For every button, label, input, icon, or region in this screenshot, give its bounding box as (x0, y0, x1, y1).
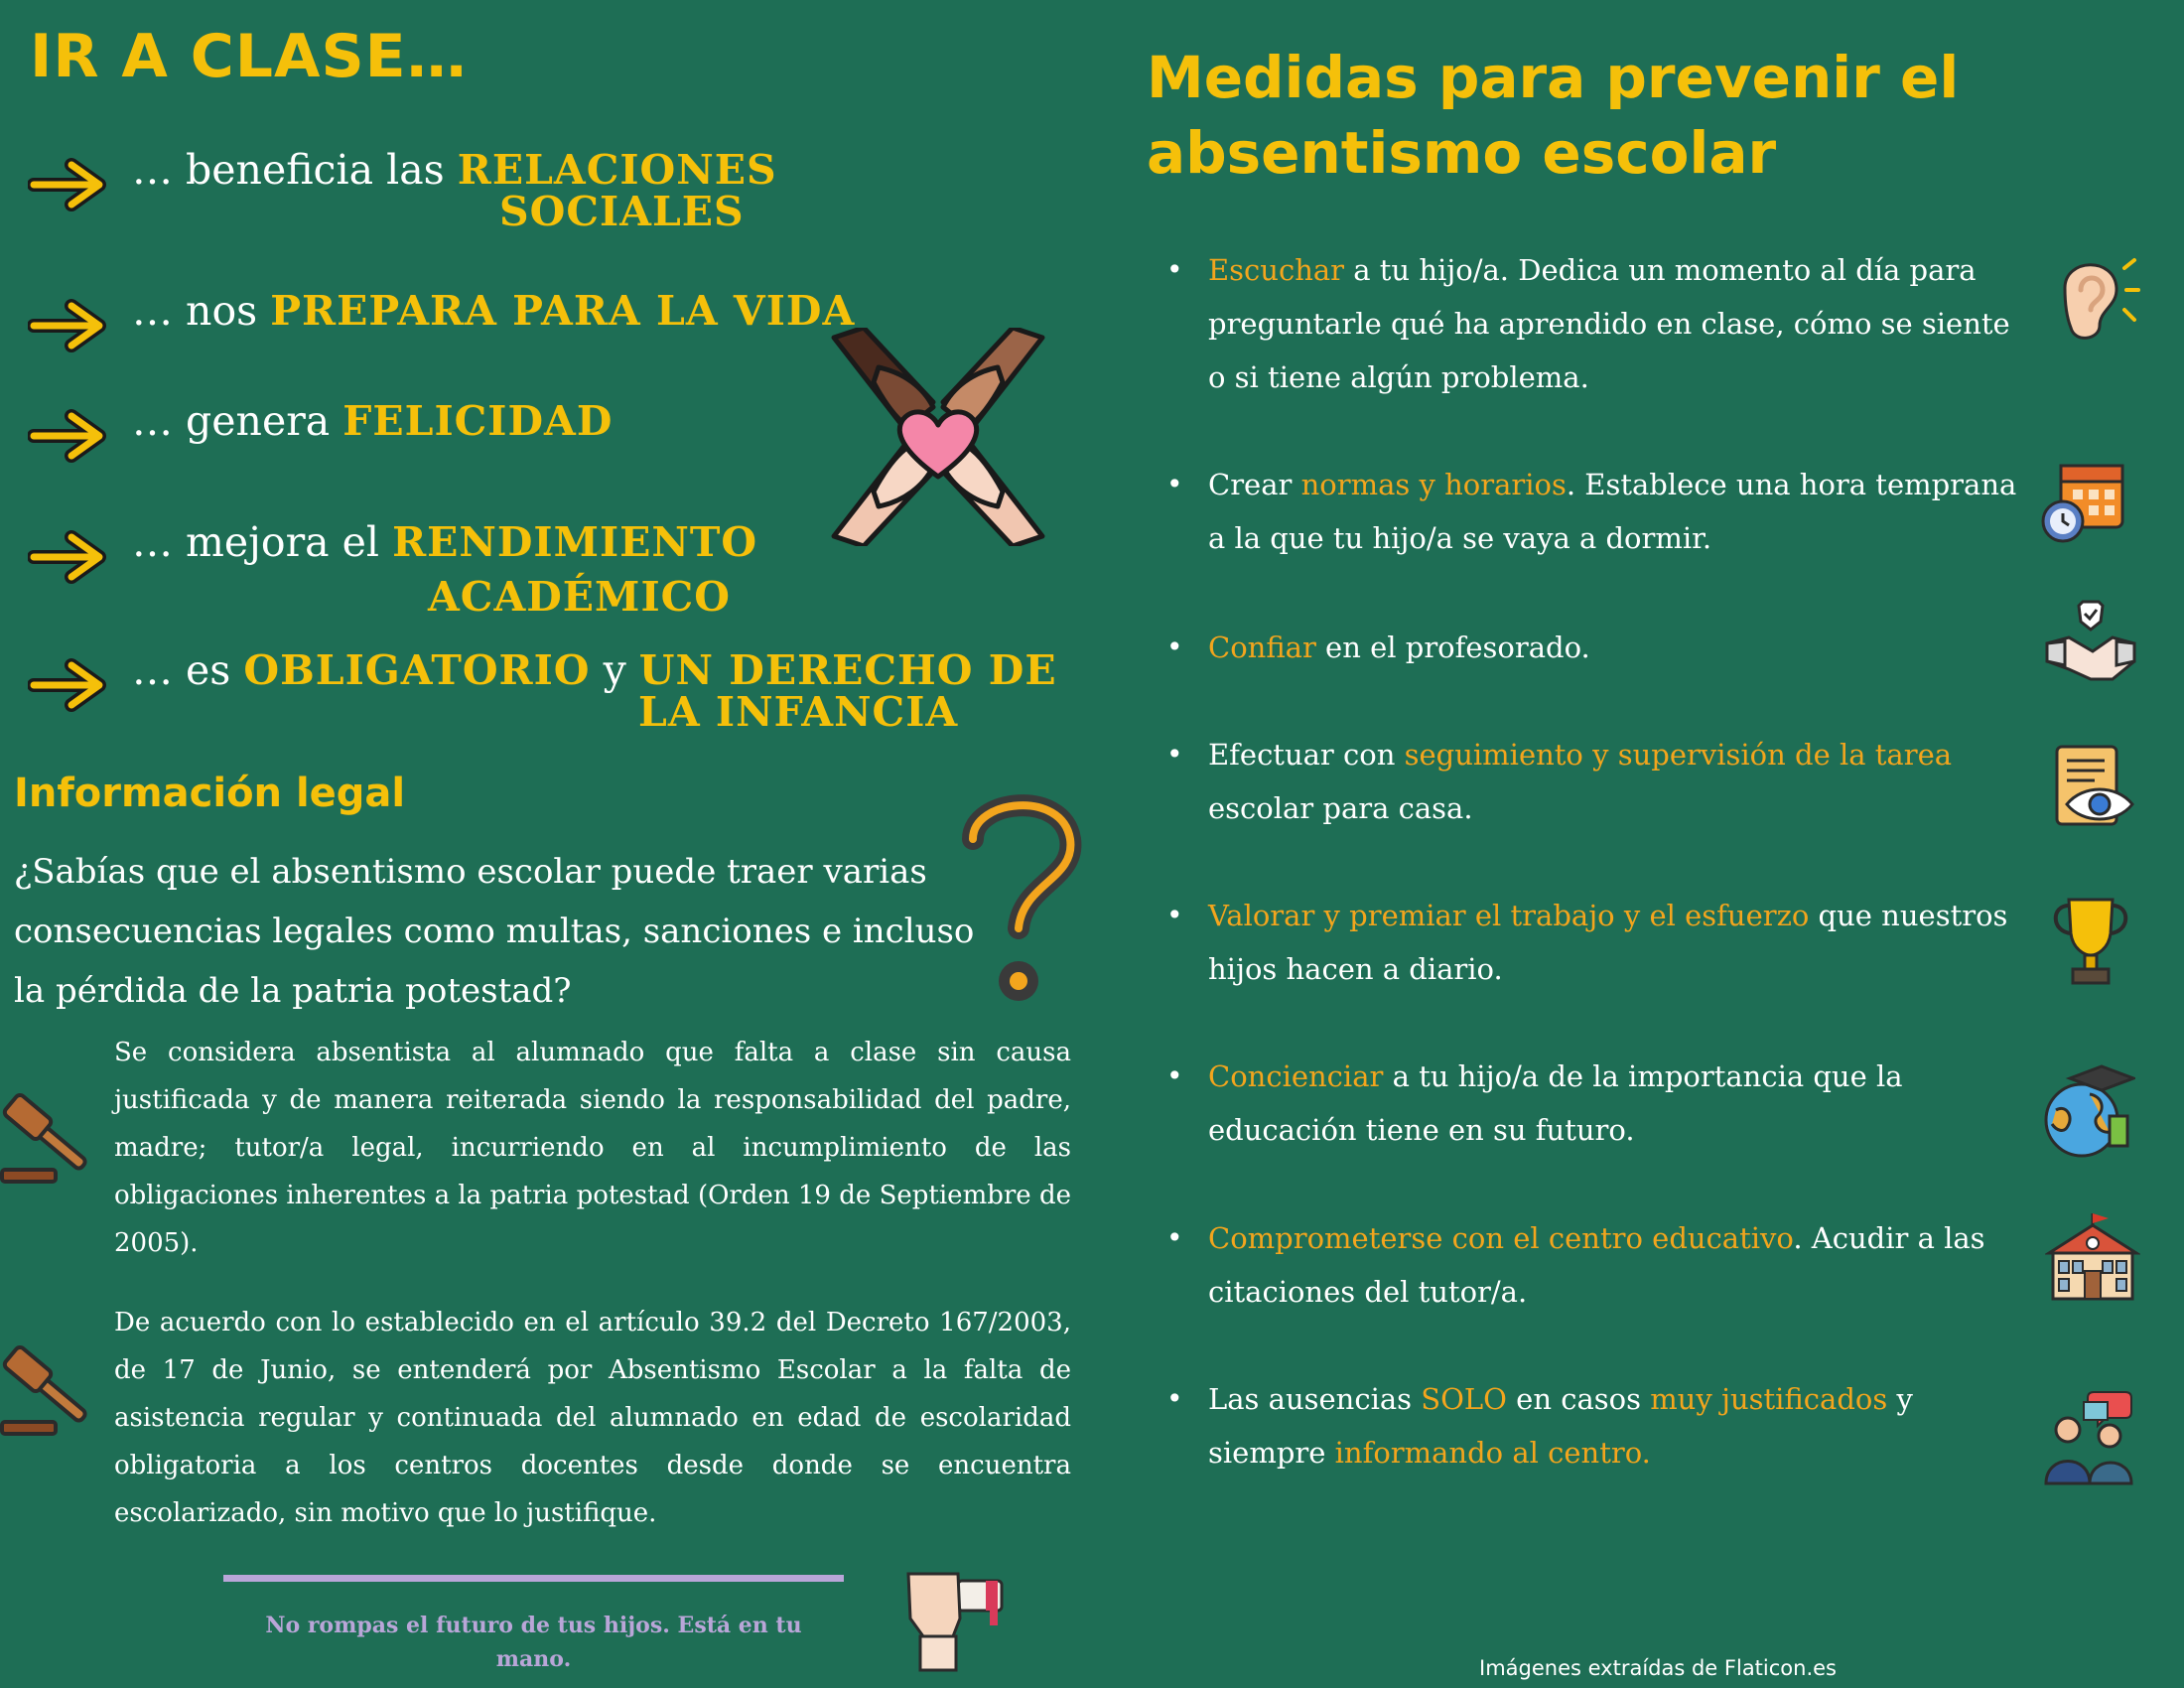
measure-text (1208, 621, 2022, 674)
arrow-right-icon (28, 408, 113, 464)
measure-plain: . Acudir a las citaciones del tutor/a. (1208, 1221, 1985, 1309)
arrow-right-icon (28, 298, 113, 353)
benefit-highlight: RENDIMIENTO (392, 518, 758, 566)
legal-heading: Información legal (14, 771, 406, 816)
trophy-icon (2043, 894, 2138, 989)
legal-question-end: ? (553, 971, 572, 1011)
bullet: • (1166, 899, 1183, 931)
benefit-highlight: PREPARA PARA LA VIDA (270, 287, 856, 335)
benefit-highlight-line2: ACADÉMICO (428, 573, 731, 621)
bullet: • (1166, 631, 1183, 663)
measure-plain: Crear (1208, 468, 1301, 501)
measure-highlight: SOLO (1421, 1382, 1507, 1416)
ear-icon (2045, 248, 2140, 344)
benefit-highlight-line2: SOCIALES (499, 188, 745, 235)
legal-question-bold: patria potestad (292, 971, 554, 1011)
school-building-icon (2045, 1209, 2140, 1305)
legal-paragraph-2: De acuerdo con lo establecido en el artículo 39.2 del Decreto 167/2003, de 17 de Junio, se entenderá por Absentismo Escolar a la falta de asistencia regular y continuada del alumnado en edad de escolaridad obligatoria a los centros docentes desde donde se encuentra escolarizado, sin motivo que lo justifique. (114, 1308, 1071, 1528)
measure-highlight: muy justificados (1650, 1382, 1888, 1416)
arrow-right-icon (28, 657, 113, 713)
benefit-highlight-2: UN DERECHO DE (638, 646, 1057, 694)
benefit-prefix: … nos (132, 287, 271, 335)
measure-text (1208, 1372, 2022, 1479)
bullet: • (1166, 1221, 1183, 1254)
legal-question-text: ¿Sabías que el absentismo escolar puede traer varias consecuencias legales como multas, sanciones e incluso la pérdida de la (14, 852, 975, 1011)
divider (223, 1575, 844, 1582)
measure-highlight: seguimiento y supervisión de la tarea (1404, 738, 1953, 772)
legal-question (14, 842, 1007, 1021)
measure-text (1208, 889, 2022, 996)
benefit-prefix: … genera (132, 397, 343, 445)
measure-plain: y siempre (1208, 1382, 1913, 1470)
measure-text (1208, 458, 2022, 565)
measure-highlight: Confiar (1208, 631, 1316, 664)
measure-highlight: Escuchar (1208, 253, 1345, 287)
measure-plain: en casos (1506, 1382, 1651, 1416)
benefit-prefix: … es (132, 646, 244, 694)
bullet: • (1166, 1059, 1183, 1092)
main-title: IR A CLASE… (30, 22, 468, 91)
measure-text (1208, 243, 2022, 404)
measure-highlight: Concienciar (1208, 1059, 1384, 1093)
arrow-right-icon (28, 529, 113, 585)
benefit-mid: y (590, 646, 639, 694)
image-credit: Imágenes extraídas de Flaticon.es (1479, 1656, 1837, 1680)
measure-text (1208, 728, 2022, 835)
slogan: No rompas el futuro de tus hijos. Está en tu mano. (265, 1613, 802, 1672)
handshake-shield-icon (2043, 596, 2138, 691)
hands-heart-icon (824, 328, 1052, 546)
people-talking-icon (2040, 1390, 2135, 1485)
bullet: • (1166, 468, 1183, 500)
measure-plain: a tu hijo/a de la importancia que la educación tiene en su futuro. (1208, 1059, 1903, 1147)
legal-paragraph-1: Se considera absentista al alumnado que falta a clase sin causa justificada y de manera reiterada siendo la responsabilidad del padre, madre; tutor/a legal, incurriendo en al incumplimiento de las obligaciones inherentes a la patria potestad (Orden 19 de Septiembre de 2005). (114, 1038, 1071, 1258)
measure-plain: Las ausencias (1208, 1382, 1422, 1416)
measures-title: Medidas para prevenir el absentismo escolar (1147, 44, 1960, 187)
measure-plain: escolar para casa. (1208, 791, 1473, 825)
measure-highlight: Valorar y premiar el trabajo y el esfuerzo (1208, 899, 1810, 932)
measure-text (1208, 1211, 2022, 1319)
measure-text (1208, 1050, 2022, 1157)
hand-diploma-icon (898, 1559, 1018, 1673)
measure-plain: que nuestros hijos hacen a diario. (1208, 899, 2008, 986)
measure-highlight: informando al centro. (1334, 1436, 1651, 1470)
benefit-highlight-line2: LA INFANCIA (638, 688, 959, 736)
measure-plain: Efectuar con (1208, 738, 1405, 772)
globe-graduation-icon (2040, 1064, 2135, 1160)
arrow-right-icon (28, 157, 113, 212)
benefit-highlight: FELICIDAD (342, 397, 614, 445)
benefit-prefix: … beneficia las (132, 146, 458, 194)
gavel-icon (0, 1342, 94, 1442)
benefit-highlight: RELACIONES (457, 146, 777, 194)
benefit-highlight: OBLIGATORIO (243, 646, 591, 694)
benefit-prefix: … mejora el (132, 518, 393, 566)
measure-highlight: normas y horarios (1300, 468, 1567, 501)
bullet: • (1166, 1382, 1183, 1415)
gavel-icon (0, 1090, 94, 1190)
measure-plain: en el profesorado. (1315, 631, 1590, 664)
bullet: • (1166, 738, 1183, 771)
measure-plain: a tu hijo/a. Dedica un momento al día para preguntarle qué ha aprendido en clase, cómo se siente o si tiene algún problema. (1208, 253, 2010, 394)
bullet: • (1166, 253, 1183, 286)
measure-plain: . Establece una hora temprana a la que tu hijo/a se vaya a dormir. (1208, 468, 2017, 555)
measure-highlight: Comprometerse con el centro educativo (1208, 1221, 1794, 1255)
document-eye-icon (2045, 743, 2140, 838)
calendar-clock-icon (2037, 452, 2132, 547)
